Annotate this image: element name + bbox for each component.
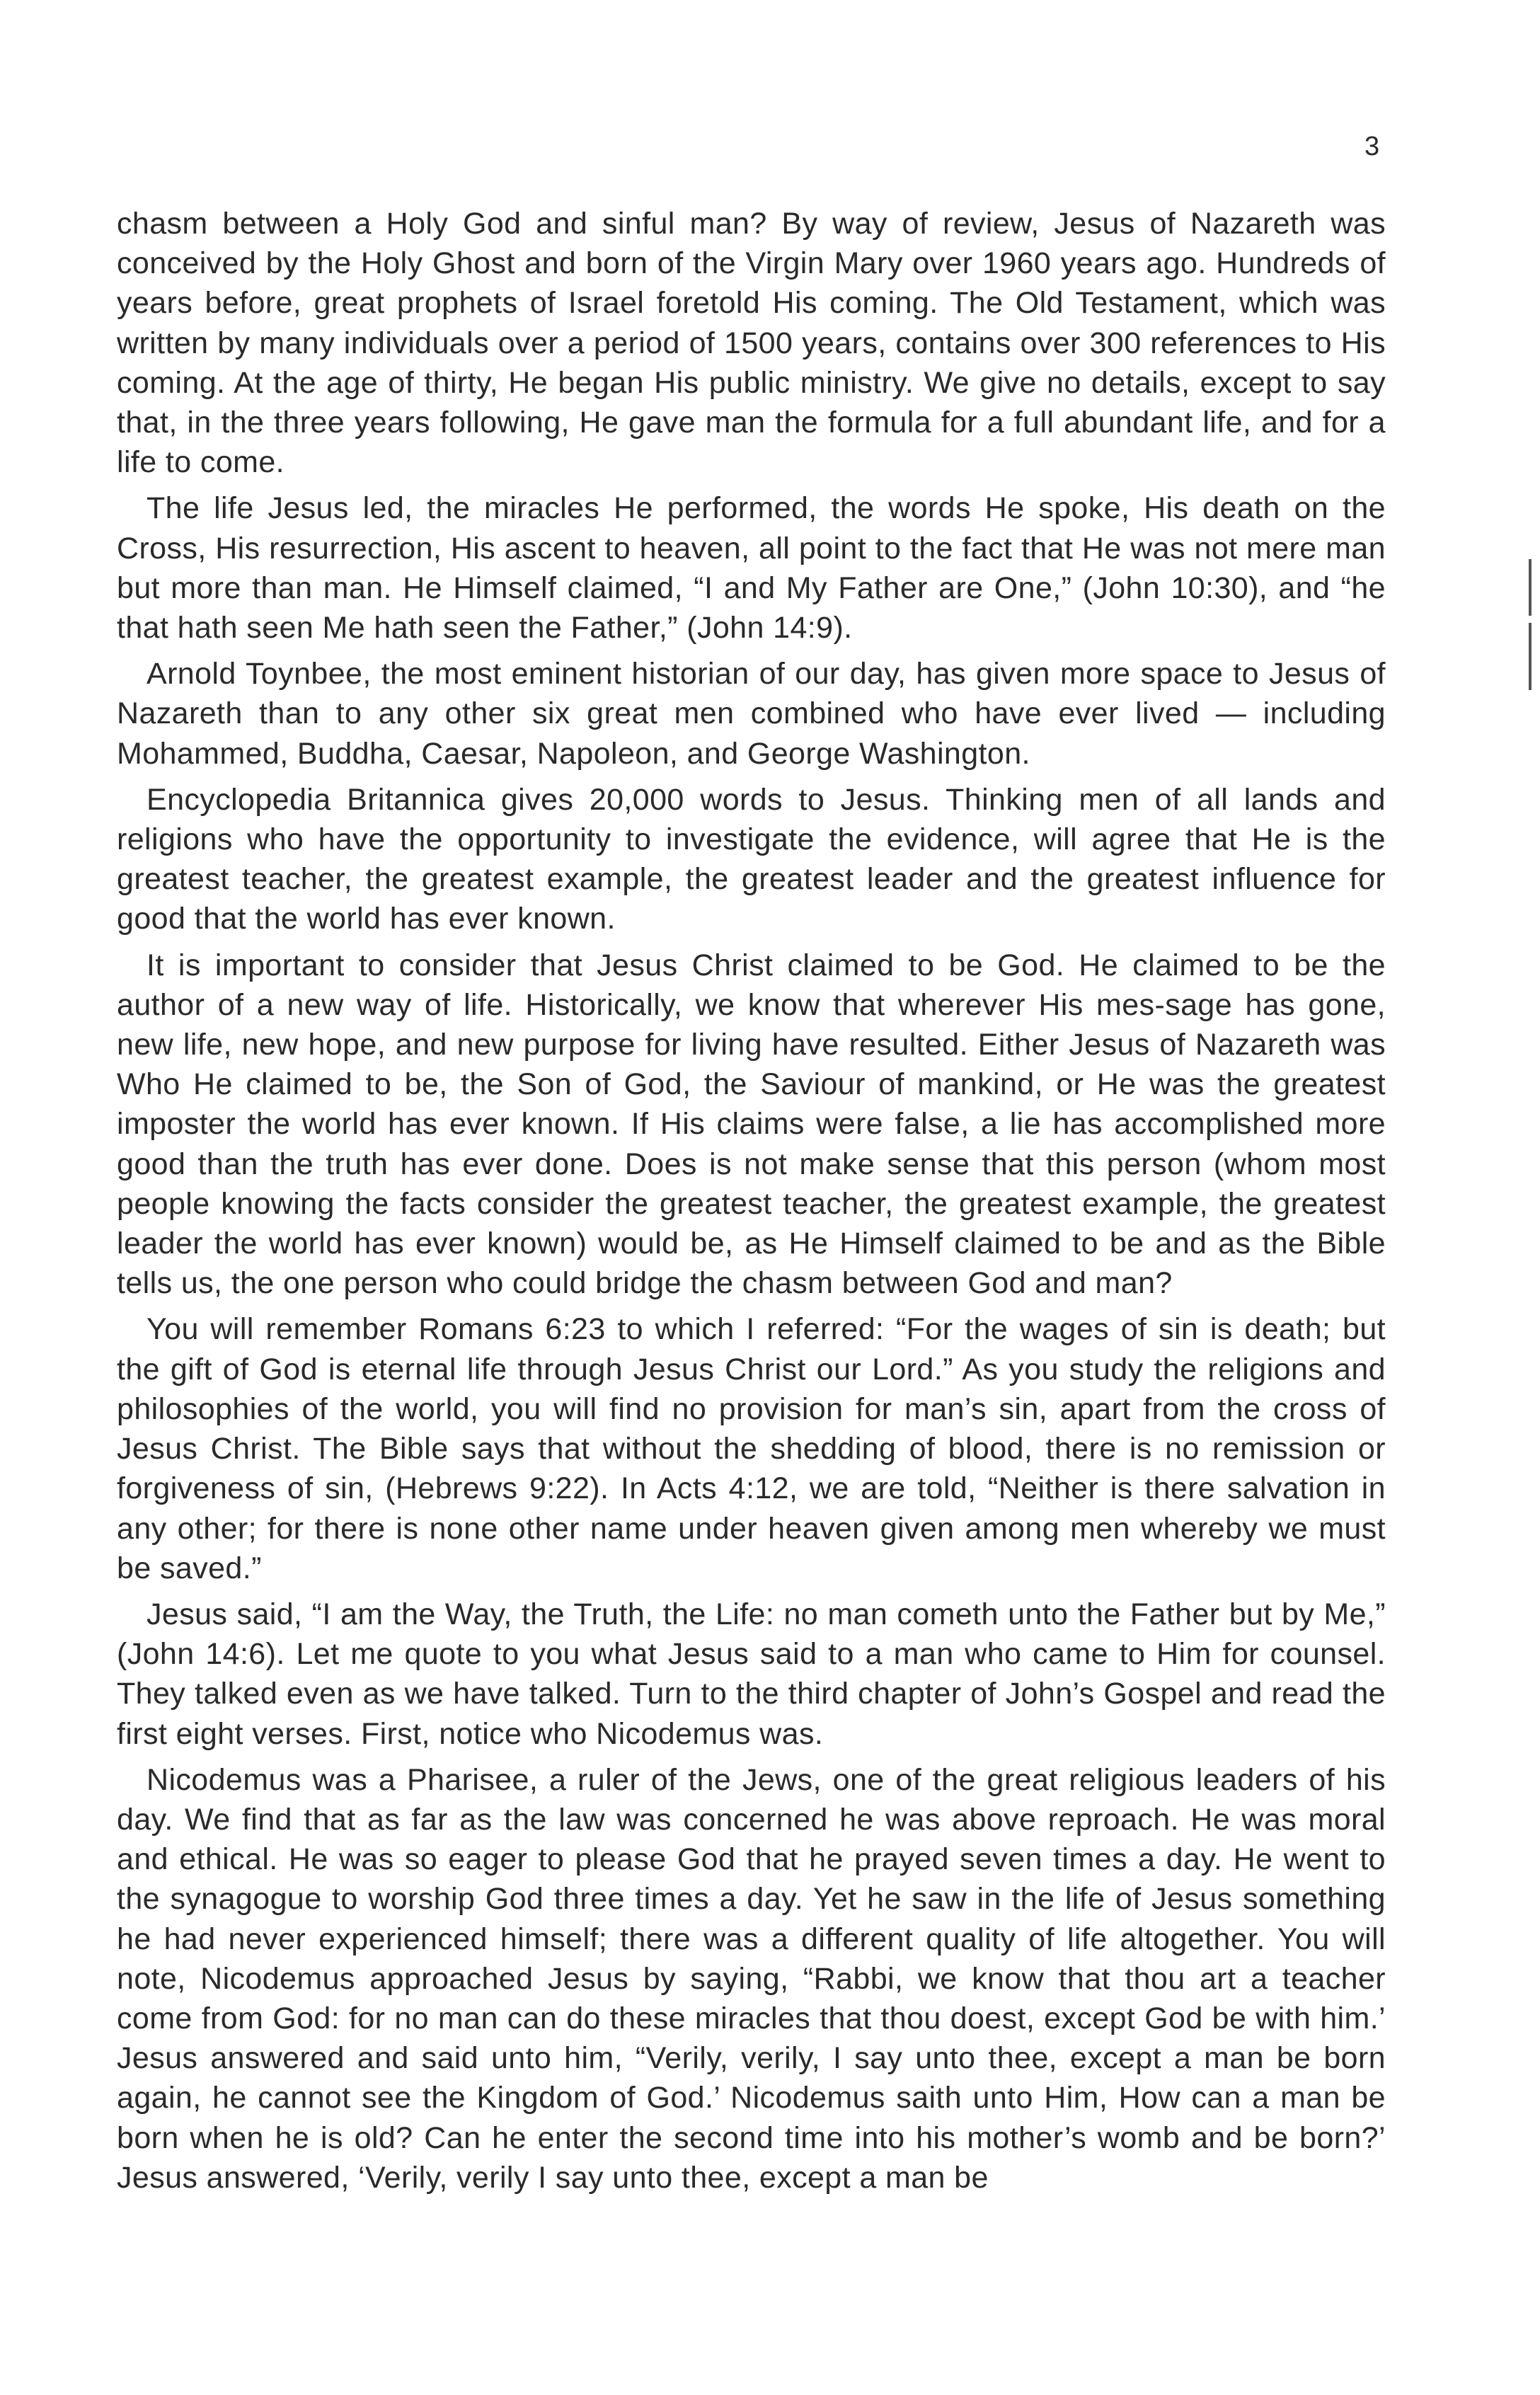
paragraph: It is important to consider that Jesus Christ claimed to be God. He claimed to be the author of a new way of life. Historically, we know that wherever His mes-sage has gone, new life, new hope, and new purpose for living have resulted. Either Jesus of Nazareth was Who He claimed to be, the Son of God, the Saviour of mankind, or He was the greatest imposter the world has ever known. If His claims were false, a lie has accomplished more good than the truth has ever done. Does is not make sense that this person (whom most people knowing the facts consider the greatest teacher, the greatest example, the greatest leader the world has ever known) would be, as He Himself claimed to be and as the Bible tells us, the one person who could bridge the chasm between God and man? [117,948,1386,1301]
paragraph: Jesus said, “I am the Way, the Truth, the Life: no man cometh unto the Father but by Me,” (John 14:6). Let me quote to you what Jesus said to a man who came to Him for counsel. They talked even as we have talked. Turn to the third chapter of John’s Gospel and read the first eight verses. First, notice who Nicodemus was. [117,1597,1386,1751]
margin-scan-mark [1529,623,1532,690]
paragraph: Arnold Toynbee, the most eminent historian of our day, has given more space to Jesus of Nazareth than to any other six great men combined who have ever lived — including Mohammed, Buddha, Caesar, Napoleon, and George Washington. [117,657,1386,771]
paragraph: Encyclopedia Britannica gives 20,000 words to Jesus. Thinking men of all lands and religions who have the opportunity to investigate the evidence, will agree that He is the greatest teacher, the greatest example, the greatest leader and the greatest influence for good that the world has ever known. [117,782,1386,936]
paragraph: You will remember Romans 6:23 to which I referred: “For the wages of sin is death; but the gift of God is eternal life through Jesus Christ our Lord.” As you study the religions and philosophies of the world, you will find no provision for man’s sin, apart from the cross of Jesus Christ. The Bible says that without the shedding of blood, there is no remission or forgiveness of sin, (Hebrews 9:22). In Acts 4:12, we are told, “Neither is there salvation in any other; for there is none other name under heaven given among men whereby we must be saved.” [117,1312,1386,1585]
page-number: 3 [1364,132,1380,161]
margin-scan-mark [1529,559,1532,616]
paragraph: The life Jesus led, the miracles He performed, the words He spoke, His death on the Cross, His resurrection, His ascent to heaven, all point to the fact that He was not mere man but more than man. He Himself claimed, “I and My Father are One,” (John 10:30), and “he that hath seen Me hath seen the Father,” (John 14:9). [117,491,1386,645]
body-text [117,204,1386,2204]
paragraph: chasm between a Holy God and sinful man? By way of review, Jesus of Nazareth was conceived by the Holy Ghost and born of the Virgin Mary over 1960 years ago. Hundreds of years before, great prophets of Israel foretold His coming. The Old Testament, which was written by many individuals over a period of 1500 years, contains over 300 references to His coming. At the age of thirty, He began His public ministry. We give no details, except to say that, in the three years following, He gave man the formula for a full abundant life, and for a life to come. [117,207,1386,480]
paragraph: Nicodemus was a Pharisee, a ruler of the Jews, one of the great religious leaders of his day. We find that as far as the law was concerned he was above reproach. He was moral and ethical. He was so eager to please God that he prayed seven times a day. He went to the synagogue to worship God three times a day. Yet he saw in the life of Jesus something he had never experienced himself; there was a different quality of life altogether. You will note, Nicodemus approached Jesus by saying, “Rabbi, we know that thou art a teacher come from God: for no man can do these miracles that thou doest, except God be with him.’ Jesus answered and said unto him, “Verily, verily, I say unto thee, except a man be born again, he cannot see the Kingdom of God.’ Nicodemus saith unto Him, How can a man be born when he is old? Can he enter the second time into his mother’s womb and be born?’ Jesus answered, ‘Verily, verily I say unto thee, except a man be [117,1762,1386,2195]
